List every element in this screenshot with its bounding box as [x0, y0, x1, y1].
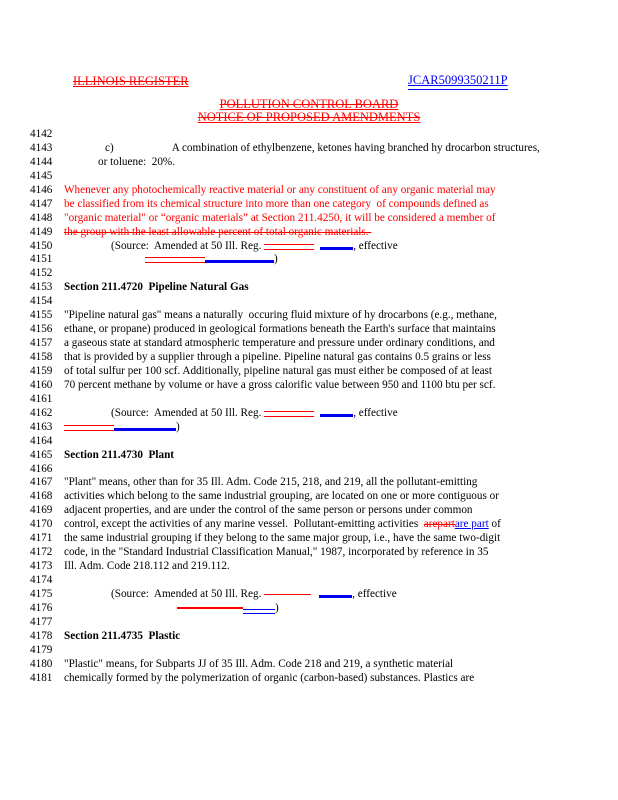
line-number: 4180 [30, 657, 53, 670]
deleted-blank-line [264, 411, 314, 417]
line-text: c) [105, 141, 114, 154]
document-line [30, 184, 605, 198]
line-number: 4163 [30, 420, 53, 433]
line-text: code, in the "Standard Industrial Classification Manual," 1987, incorporated by reference in 35 [64, 546, 489, 559]
line-number: 4171 [30, 532, 53, 545]
line-number: 4153 [30, 281, 53, 294]
line-text: of total sulfur per 100 scf. Additionally, pipeline natural gas must either be composed of at least [64, 364, 493, 377]
line-number: 4147 [30, 197, 53, 210]
line-content [64, 379, 495, 393]
line-number: 4148 [30, 211, 53, 224]
line-text: or toluene: 20%. [98, 155, 176, 168]
line-content [64, 407, 398, 421]
line-text: ) [275, 601, 279, 614]
line-content [64, 672, 474, 686]
line-number: 4156 [30, 323, 53, 336]
document-line [30, 672, 605, 686]
indent-spacer [64, 150, 105, 151]
inserted-blank-line [319, 595, 352, 598]
line-content [64, 518, 501, 532]
line-number: 4160 [30, 378, 53, 391]
line-number: 4159 [30, 364, 53, 377]
line-number: 4178 [30, 629, 53, 642]
document-lines [30, 128, 605, 686]
line-content [64, 226, 371, 240]
line-number: 4158 [30, 351, 53, 363]
notice-title: NOTICE OF PROPOSED AMENDMENTS [197, 110, 421, 124]
line-number: 4161 [30, 392, 53, 405]
indent-spacer [311, 596, 319, 597]
document-line [30, 128, 605, 142]
document-line [30, 351, 605, 365]
line-text: "Plant" means, other than for 35 Ill. Adm. Code 215, 218, and 219, all the pollutant-emitting [64, 476, 478, 489]
line-number: 4157 [30, 337, 53, 350]
line-content [64, 532, 500, 546]
indent-spacer [64, 261, 145, 262]
deleted-blank-line [177, 607, 243, 608]
document-line [30, 226, 605, 240]
line-content [64, 421, 180, 435]
line-number: 4142 [30, 128, 53, 140]
line-content [64, 184, 496, 198]
document-line [30, 407, 605, 421]
line-content [64, 476, 477, 490]
inserted-blank-line [320, 247, 353, 250]
line-content [64, 323, 496, 337]
line-number: 4175 [30, 587, 53, 600]
line-content [64, 490, 499, 504]
indent-spacer [64, 164, 98, 165]
section-heading-text: Section 211.4730 Plant [64, 448, 175, 461]
document-line [30, 337, 605, 351]
line-text: of [488, 518, 501, 531]
line-text: (Source: Amended at 50 Ill. Reg. [111, 239, 265, 252]
line-text: the same industrial grouping if they belong to the same major group, i.e., have the same two-digit [64, 532, 501, 545]
document-line [30, 379, 605, 393]
line-number: 4167 [30, 476, 53, 489]
document-line [30, 435, 605, 449]
line-text: control, except the activities of any marine vessel. Pollutant-emitting activities [64, 518, 424, 531]
section-heading-text: Section 211.4720 Pipeline Natural Gas [64, 281, 249, 294]
line-number: 4164 [30, 434, 53, 447]
line-number: 4176 [30, 601, 53, 614]
line-text: ) [176, 420, 180, 433]
line-text: (Source: Amended at 50 Ill. Reg. [111, 406, 265, 419]
line-content [64, 365, 492, 379]
inserted-blank-line [243, 609, 275, 614]
document-line [30, 240, 605, 254]
line-number: 4181 [30, 671, 53, 684]
document-line [30, 504, 605, 518]
line-content [64, 142, 540, 156]
line-number: 4172 [30, 546, 53, 559]
register-title: ILLINOIS REGISTER [73, 74, 189, 88]
indent-spacer [64, 415, 111, 416]
line-number: 4162 [30, 406, 53, 419]
line-content [64, 504, 473, 518]
line-text: , effective [353, 239, 398, 252]
document-line [30, 156, 605, 170]
line-number: 4166 [30, 462, 53, 475]
document-line [30, 616, 605, 630]
deleted-text: the group with the least allowable percent of total organic materials. [64, 225, 372, 238]
line-text: "Pipeline natural gas" means a naturally occuring fluid mixture of hy drocarbons (e.g., methane, [64, 309, 497, 322]
document-line [30, 142, 605, 156]
line-text: adjacent properties, and are under the control of the same person or persons under common [64, 504, 473, 517]
line-number: 4168 [30, 490, 53, 503]
document-line [30, 253, 605, 267]
marked-red-text: "organic material" or “organic materials” at Section 211.4250, it will be considered a member of [64, 211, 496, 224]
line-text: , effective [352, 587, 397, 600]
line-number: 4154 [30, 295, 53, 308]
document-line [30, 560, 605, 574]
document-line [30, 532, 605, 546]
line-number: 4146 [30, 183, 53, 196]
line-content [64, 560, 230, 574]
document-line [30, 267, 605, 281]
line-number: 4143 [30, 141, 53, 154]
document-line [30, 490, 605, 504]
document-line [30, 644, 605, 658]
inserted-blank-line [205, 260, 274, 263]
document-line [30, 546, 605, 560]
line-text: a gaseous state at standard atmospheric temperature and pressure under ordinary conditions, and [64, 337, 495, 350]
line-text: Ill. Adm. Code 218.112 and 219.112. [64, 560, 230, 573]
document-line [30, 658, 605, 672]
deleted-blank-line [264, 594, 311, 595]
line-number: 4155 [30, 309, 53, 322]
document-line [30, 476, 605, 490]
document-line [30, 323, 605, 337]
marked-red-text: Whenever any photochemically reactive material or any constituent of any organic material may [64, 183, 496, 196]
inserted-blank-line [114, 428, 176, 431]
indent-spacer [64, 596, 111, 597]
line-number: 4149 [30, 225, 53, 238]
deleted-blank-line [145, 257, 205, 263]
line-text: chemically formed by the polymerization of organic (carbon-based) substances. Plastics are [64, 671, 475, 684]
deleted-blank-line [264, 244, 314, 250]
document-line [30, 463, 605, 477]
line-text: A combination of ethylbenzene, ketones having branched hy drocarbon structures, [171, 141, 540, 154]
document-line [30, 602, 605, 616]
line-text: ethane, or propane) produced in geological formations beneath the Earth's surface that maintains [64, 323, 496, 336]
document-line [30, 281, 605, 295]
indent-spacer [64, 248, 111, 249]
line-content [64, 658, 453, 672]
line-number: 4169 [30, 504, 53, 517]
line-content [64, 337, 495, 351]
line-content [64, 240, 398, 254]
board-title: POLLUTION CONTROL BOARD [219, 97, 399, 111]
line-text: "Plastic" means, for Subparts JJ of 35 Ill. Adm. Code 218 and 219, a synthetic material [64, 657, 454, 670]
document-line [30, 518, 605, 532]
document-line [30, 421, 605, 435]
line-number: 4179 [30, 643, 53, 656]
line-text: that is provided by a supplier through a pipeline. Pipeline natural gas contains 0.5 grains or less [64, 351, 491, 363]
marked-red-text: be classified from its chemical structure into more than one category of compounds defined as [64, 197, 489, 210]
document-line [30, 588, 605, 602]
line-text: , effective [353, 406, 398, 419]
line-number: 4170 [30, 518, 53, 531]
line-text: activities which belong to the same industrial grouping, are located on one or more contiguous or [64, 490, 499, 503]
document-line [30, 170, 605, 184]
line-text: (Source: Amended at 50 Ill. Reg. [111, 587, 265, 600]
section-heading-text: Section 211.4735 Plastic [64, 629, 181, 642]
line-content [64, 602, 279, 616]
line-content [64, 198, 489, 212]
line-number: 4144 [30, 155, 53, 168]
line-content [64, 253, 278, 267]
line-number: 4145 [30, 169, 53, 182]
deleted-text: arepart [423, 518, 455, 531]
document-line [30, 295, 605, 309]
line-text: 70 percent methane by volume or have a gross calorific value between 950 and 1100 btu per scf. [64, 378, 496, 391]
line-content [64, 281, 249, 295]
line-content [64, 309, 497, 323]
indent-spacer [114, 150, 172, 151]
line-text: ) [274, 253, 278, 266]
document-line [30, 309, 605, 323]
line-number: 4150 [30, 239, 53, 252]
deleted-blank-line [64, 425, 114, 431]
notice-title-row [0, 110, 618, 125]
line-content [64, 351, 491, 365]
line-content [64, 156, 175, 170]
line-number: 4151 [30, 253, 53, 266]
line-content [64, 546, 489, 560]
line-content [64, 630, 180, 644]
document-line [30, 574, 605, 588]
line-number: 4174 [30, 574, 53, 586]
line-content [64, 449, 174, 463]
inserted-text: are part [454, 518, 489, 531]
document-line [30, 198, 605, 212]
indent-spacer [64, 610, 177, 611]
inserted-blank-line [320, 414, 353, 417]
document-line [30, 393, 605, 407]
line-content [64, 212, 495, 226]
line-number: 4152 [30, 267, 53, 280]
line-number: 4165 [30, 448, 53, 461]
line-number: 4173 [30, 560, 53, 573]
document-line [30, 630, 605, 644]
jcar-document-id-link[interactable]: JCAR5099350211P [408, 73, 508, 90]
line-number: 4177 [30, 615, 53, 628]
line-content [64, 588, 397, 602]
document-line [30, 365, 605, 379]
document-line [30, 212, 605, 226]
document-line [30, 449, 605, 463]
